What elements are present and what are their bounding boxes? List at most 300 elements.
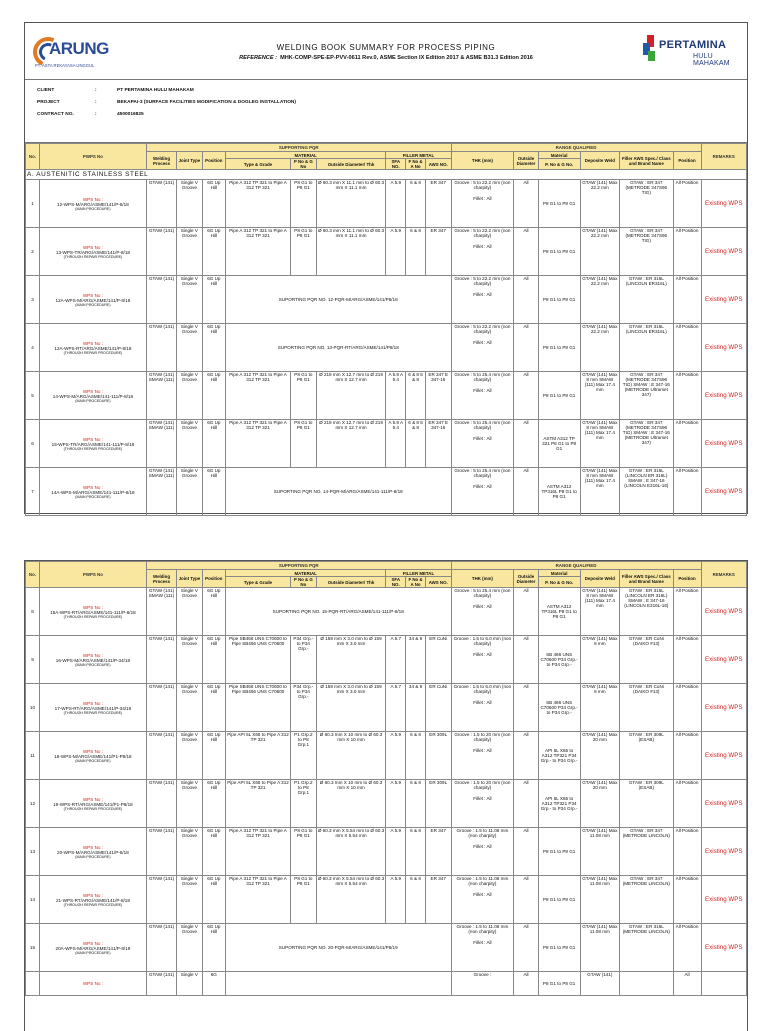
row-position: 6G Up Hill [202,588,225,636]
row-rq-position: All Position [673,372,701,420]
row-rq-material: ASTM A312 TP316L P8 G1 to P8 G1 [538,588,580,636]
pwps-note: (MAIN PROCEDURE) [75,758,111,763]
row-pwps [39,372,146,420]
wps-label: WPS No : [82,748,103,754]
row-aws-no: ER 347 [425,228,451,276]
col-range-qualified: RANGE QUALIFIED [451,562,701,570]
thk-groove: Groove : 5 to 25.4 mm (non charpity) [454,420,511,430]
pwps-number: 21-WPS-RT/ARG/ASME/141/P-8/18 [55,897,130,903]
row-aws-no: ER 309L [425,732,451,780]
pwps-number: 17-WPS-RT/ARG/ASME/141/P-34/18 [54,705,132,711]
row-welding-process: GTAW (141) [146,972,176,996]
row-supporting-pqr: SUPORTING PQR NO. 12-PQR-M/ARG/ASME/141/P8/18 [225,276,451,324]
row-thk [451,876,514,924]
row-filler-aws: GTAW : ER 347 (METRODE LINCOLN) [620,828,673,876]
thk-groove: Groove : 1.5 to 20 mm (non charpity) [454,732,511,742]
table-row [26,876,747,924]
row-no: 13 [26,828,40,876]
table-row [26,780,747,828]
page-gap [0,518,768,558]
row-aws-no: ER 347 [425,828,451,876]
col-thk: THK (mm) [451,152,514,170]
col-fno-ano: F No & A No [406,577,426,588]
project-info: CLIENT : PT PERTAMINA HULU MAHAKAM PROJECT : BEKAPAI-3 (SURFACE FACILITIES MODIFICATION & DOGLEG INSTALLATION) CONTRACT NO. : 4500016825 [25,80,747,143]
row-type-grade: Pipe SB466 UNS C70600 to Pipe SB466 UNS C70600 [225,684,290,732]
row-joint-type: Single V Groove [177,372,203,420]
row-supporting-pqr [225,972,451,996]
row-outside-diameter: All [514,180,538,228]
row-pwps [39,636,146,684]
row-rq-position: All Position [673,420,701,468]
thk-fillet: Fillet : All [473,700,492,705]
table-row [26,372,747,420]
row-rq-material: ASTM A312 TP316L P8 G1 to P8 G1 [538,468,580,516]
table-row [26,636,747,684]
row-rq-position: All Position [673,684,701,732]
col-type-grade: Type & Grade [225,159,290,170]
pertamina-logo-name: PERTAMINA [659,39,727,51]
pwps-number: 15A-WPS-RT/ARG/ASME/141-111/P-8/18 [50,609,136,615]
welding-summary-table-1 [25,143,747,516]
row-position: 6G [202,972,225,996]
pwps-note: (THROUGH REPAIR PROCEDURE) [63,446,123,451]
table-row [26,924,747,972]
pwps-note: (THROUGH REPAIR PROCEDURE) [63,902,123,907]
row-thk [451,828,514,876]
col-material: MATERIAL [225,570,385,577]
row-od-thk: Ø 60.3 mm X 5.54 mm to Ø 60.3 mm X 5.54 mm [316,876,386,924]
row-no: 11 [26,732,40,780]
table-row [26,180,747,228]
row-joint-type: Single V Groove [177,324,203,372]
col-pno-gno: P No & G No [291,577,317,588]
row-position: 6G Up Hill [202,276,225,324]
pwps-number: 20-WPS-M/ARG/ASME/141/P-8/18 [57,849,129,855]
row-fno-ano: 6 & 8 [406,876,426,924]
pwps-number: 18-WPS-M/ARG/ASME/141/P1-P8/18 [54,753,132,759]
col-rq-position: Position [673,152,701,170]
row-joint-type: Single V Groove [177,876,203,924]
row-filler-aws: GTAW : ER 316L (LINCOLN ER316L) [620,324,673,372]
thk-fillet: Fillet : All [473,844,492,849]
wps-label: WPS No : [82,292,103,298]
row-thk [451,420,514,468]
row-sfa-no: A 5.9 [386,228,406,276]
thk-fillet: Fillet : All [473,604,492,609]
row-welding-process: GTAW (141) [146,780,176,828]
row-remarks: Existing WPS [701,828,746,876]
col-pwps: PWPS No [39,144,146,170]
row-rq-material: ASTM A312 TP 321 P8 G1 to P8 G1 [538,420,580,468]
thk-groove: Groove : 5 to 22.2 mm (non charpity) [454,180,511,190]
row-type-grade: Pipe A 312 TP 321 to Pipe A 312 TP 321 [225,180,290,228]
row-welding-process: GTAW (141) [146,276,176,324]
col-aws-no: AWS NO. [425,159,451,170]
col-filler-aws: Filler AWS Spec./ Class and Brand Name [620,152,673,170]
row-rq-material: P8 G1 to P8 G1 [538,828,580,876]
thk-fillet: Fillet : All [473,340,492,345]
col-sfa-no: SFA NO. [386,577,406,588]
row-remarks: Existing WPS [701,228,746,276]
row-outside-diameter: All [514,420,538,468]
row-joint-type: Single V Groove [177,780,203,828]
row-supporting-pqr: SUPORTING PQR NO. 15-PQR-RT/ARG/ASME/141-111/P-8/18 [225,588,451,636]
row-type-grade: Pipe A 312 TP 321 to Pipe A 312 TP 321 [225,876,290,924]
thk-fillet: Fillet : All [473,436,492,441]
row-remarks: Existing WPS [701,636,746,684]
row-fno-ano: 6 & 8 [406,180,426,228]
row-outside-diameter: All [514,828,538,876]
row-fno-ano: 34 & 9 [406,636,426,684]
row-remarks: Existing WPS [701,180,746,228]
row-rq-material: P8 G1 to P8 G1 [538,276,580,324]
row-welding-process: GTAW (141) [146,828,176,876]
row-deposite-weld: GTAW (141) Max 8 mm SMAW (111) Max 17.4 mm [580,420,620,468]
row-welding-process: GTAW (141) [146,732,176,780]
row-pwps [39,420,146,468]
row-sfa-no: A 5.9 A 5.4 [386,420,406,468]
row-rq-position: All Position [673,180,701,228]
row-pno-gno: P8 G1 to P8 G1 [291,828,317,876]
row-filler-aws: GTAW : ER 316L (LINCOLN ER 316L) SMAW : E 347-16 (LINCOLN E316L-16) [620,588,673,636]
row-od-thk: Ø 159 mm X 3.0 mm to Ø 159 mm X 3.0 mm [316,636,386,684]
col-joint-type: Joint Type [177,152,203,170]
col-filler-aws: Filler AWS Spec./ Class and Brand Name [620,570,673,588]
row-deposite-weld: GTAW (141) Max 20 mm [580,780,620,828]
row-deposite-weld: GTAW (141) Max 6 mm [580,684,620,732]
row-od-thk: Ø 60.3 mm X 5.54 mm to Ø 60.3 mm X 5.54 mm [316,828,386,876]
row-position: 6G Up Hill [202,228,225,276]
row-rq-position: All Position [673,276,701,324]
row-thk [451,228,514,276]
row-fno-ano: 6 & 8 [406,780,426,828]
row-deposite-weld: GTAW (141) Max 8 mm SMAW (111) Max 17.4 mm [580,588,620,636]
row-pwps [39,876,146,924]
row-position: 6G Up Hill [202,684,225,732]
col-outside-diameter: Outside Diameter [514,152,538,170]
row-aws-no: ER 347 [425,876,451,924]
row-pno-gno: P8 G1 to P8 G1 [291,180,317,228]
thk-fillet: Fillet : All [473,196,492,201]
pwps-number: 19-WPS-RT/ARG/ASME/141/P1-P8/18 [53,801,133,807]
thk-fillet: Fillet : All [473,940,492,945]
row-rq-position: All Position [673,588,701,636]
section-row [26,170,747,180]
row-welding-process: GTAW (141) [146,228,176,276]
row-deposite-weld: GTAW (141) Max 22.2 mm [580,180,620,228]
col-rq-material: Material [538,570,580,577]
row-pno-gno: P8 G1 to P8 G1 [291,372,317,420]
col-rq-position: Position [673,570,701,588]
row-rq-material: API 5L X65 to A312 TP321 P34 Grp.- to P34 Grp.- [538,732,580,780]
row-outside-diameter: All [514,588,538,636]
row-rq-material: API 5L X65 to A312 TP321 P34 Grp.- to P34 Grp.- [538,780,580,828]
thk-groove: Groove : 5 to 25.4 mm (non charpity) [454,372,511,382]
row-rq-position: All [673,972,701,996]
row-filler-aws: GTAW : ER 347 (METRODE 347S96 TIG) SMAW : E 347-16 (METRODE Ultramet 347) [620,372,673,420]
row-deposite-weld: GTAW (141) Max 11.08 mm [580,876,620,924]
row-filler-aws: GTAW : ER 347 (METRODE 347S96 TIG) [620,180,673,228]
pwps-number: 14A-WPS-M/ARG/ASME/141-111/P-8/18 [51,489,135,495]
col-welding-process: Welding Process [146,152,176,170]
row-fno-ano: 6 & 8 [406,228,426,276]
row-remarks: Existing WPS [701,276,746,324]
wps-label: WPS No : [82,604,103,610]
row-position: 6G Up Hill [202,780,225,828]
col-od-thk: Outside Diameter/ Thk [316,577,386,588]
row-no: 4 [26,324,40,372]
row-deposite-weld: GTAW (141) Max 20 mm [580,732,620,780]
thk-groove: Groove : 1.5 to 11.08 mm (non charpity) [456,828,509,838]
row-filler-aws: GTAW : ER 316L (METRODE LINCOLN) [620,924,673,972]
row-joint-type: Single V Groove [177,468,203,516]
row-outside-diameter: All [514,372,538,420]
document-reference [25,55,747,61]
wps-label: WPS No : [82,484,103,490]
row-remarks: Existing WPS [701,588,746,636]
pwps-note: (THROUGH REPAIR PROCEDURE) [63,614,123,619]
wps-label: WPS No : [82,940,103,946]
row-aws-no: ER CuNi [425,636,451,684]
thk-groove: Groove : [473,972,492,977]
row-outside-diameter: All [514,972,538,996]
col-joint-type: Joint Type [177,570,203,588]
row-rq-material: P8 G1 to P8 G1 [538,924,580,972]
row-outside-diameter: All [514,324,538,372]
row-pwps [39,324,146,372]
row-no: 1 [26,180,40,228]
row-joint-type: Single V Groove [177,228,203,276]
row-remarks: Existing WPS [701,684,746,732]
row-fno-ano: 6 & 8 [406,828,426,876]
thk-groove: Groove : 5 to 25.4 mm (non charpity) [454,468,511,478]
pwps-number: 20A-WPS-M/ARG/ASME/141/P-8/19 [55,945,131,951]
row-no: 12 [26,780,40,828]
thk-fillet: Fillet : All [473,292,492,297]
row-no: 15 [26,924,40,972]
row-pwps [39,732,146,780]
row-type-grade: Pipe A 312 TP 321 to Pipe A 312 TP 321 [225,228,290,276]
row-pwps [39,828,146,876]
row-welding-process: GTAW (141) [146,636,176,684]
row-type-grade: Pipe SB466 UNS C70600 to Pipe SB466 UNS C70600 [225,636,290,684]
row-od-thk: Ø 219 mm X 12.7 mm to Ø 219 mm X 12.7 mm [316,420,386,468]
wps-label: WPS No : [82,892,103,898]
col-pwps: PWPS No [39,562,146,588]
row-remarks: Existing WPS [701,372,746,420]
row-deposite-weld: GTAW (141) Max 22.2 mm [580,228,620,276]
row-fno-ano: 6 & 8 5 & 8 [406,372,426,420]
row-rq-position: All Position [673,468,701,516]
row-remarks: Existing WPS [701,420,746,468]
row-position: 6G Up Hill [202,876,225,924]
thk-groove: Groove : 1.5 to 11.08 mm (non charpity) [456,876,509,886]
row-welding-process: GTAW (141) SMAW (111) [146,372,176,420]
wps-label: WPS No : [82,340,103,346]
row-pwps [39,276,146,324]
row-outside-diameter: All [514,732,538,780]
col-welding-process: Welding Process [146,570,176,588]
row-rq-material: SB 466 UNS C70600 P34 Grp.- to P34 Grp.- [538,636,580,684]
row-aws-no: ER 347 E 347-16 [425,420,451,468]
col-thk: THK (mm) [451,570,514,588]
row-welding-process: GTAW (141) [146,684,176,732]
row-rq-position: All Position [673,876,701,924]
row-filler-aws [620,972,673,996]
pwps-note: (THROUGH REPAIR PROCEDURE) [63,254,123,259]
row-welding-process: GTAW (141) [146,180,176,228]
col-type-grade: Type & Grade [225,577,290,588]
row-remarks: Existing WPS [701,468,746,516]
row-remarks [701,972,746,996]
row-filler-aws: GTAW : ER 309L (ESAB) [620,732,673,780]
row-thk [451,684,514,732]
welding-summary-table-2 [25,561,747,996]
row-thk [451,972,514,996]
row-supporting-pqr: SUPORTING PQR NO. 13-PQR-RT/ARG/ASME/141/P8/18 [225,324,451,372]
document-title: WELDING BOOK SUMMARY FOR PROCESS PIPING [276,43,496,52]
row-deposite-weld: GTAW (141) Max 11.08 mm [580,924,620,972]
row-position: 6G Up Hill [202,636,225,684]
pwps-note: (MAIN PROCEDURE) [75,494,111,499]
row-joint-type: Single V Groove [177,420,203,468]
row-supporting-pqr: SUPORTING PQR NO. 14-PQR-M/ARG/ASME/141-111/P-8/18 [225,468,451,516]
row-sfa-no: A 5.9 [386,180,406,228]
col-aws-no: AWS NO. [425,577,451,588]
row-welding-process: GTAW (141) SMAW (111) [146,468,176,516]
row-welding-process: GTAW (141) SMAW (111) [146,588,176,636]
table-row [26,828,747,876]
row-pwps [39,924,146,972]
row-no: 14 [26,876,40,924]
table-row [26,420,747,468]
row-type-grade: Pipe A 312 TP 321 to Pipe A 312 TP 321 [225,420,290,468]
col-filler-metal: FILLER METAL [386,570,451,577]
pwps-number: 15-WPS-TR/ARG/ASME/141-111/P-8/18 [51,441,135,447]
row-fno-ano: 6 & 8 [406,732,426,780]
col-fno-ano: F No & A No [406,159,426,170]
row-sfa-no: A 5.7 [386,684,406,732]
row-no [26,972,40,996]
row-outside-diameter: All [514,924,538,972]
col-rq-material: Material [538,152,580,159]
row-rq-material: P8 G1 to P8 G1 [538,372,580,420]
row-aws-no: ER CuNi [425,684,451,732]
col-no: No. [26,562,40,588]
row-joint-type: Single V Groove [177,924,203,972]
row-rq-position: All Position [673,228,701,276]
row-pno-gno: P8 G1 to P8 G1 [291,876,317,924]
row-thk [451,372,514,420]
row-pwps [39,588,146,636]
row-rq-position: All Position [673,732,701,780]
reference-label: REFERENCE : [239,55,277,61]
row-rq-position: All Position [673,828,701,876]
row-no: 10 [26,684,40,732]
row-joint-type: Single V Groove [177,684,203,732]
row-pno-gno: P1 Grp.2 to P8 Grp.1 [291,732,317,780]
row-thk [451,276,514,324]
row-outside-diameter: All [514,876,538,924]
row-welding-process: GTAW (141) [146,924,176,972]
row-position: 6G Up Hill [202,828,225,876]
thk-groove: Groove : 1.5 to 6.0 mm (non charpity) [453,684,512,694]
row-type-grade: Pipe A 312 TP 321 to Pipe A 312 TP 321 [225,828,290,876]
thk-fillet: Fillet : All [473,652,492,657]
pwps-note: (MAIN PROCEDURE) [75,206,111,211]
pwps-number: 14-WPS-M/ARG/ASME/141-111/P-8/18 [52,393,134,399]
row-no: 3 [26,276,40,324]
col-deposite-weld: Deposite Weld [580,152,620,170]
section-title: A. AUSTENITIC STAINLESS STEEL [26,170,747,180]
col-material: MATERIAL [225,152,385,159]
row-welding-process: GTAW (141) [146,876,176,924]
row-remarks: Existing WPS [701,732,746,780]
wps-label: WPS No : [82,196,103,202]
row-position: 6G Up Hill [202,180,225,228]
row-outside-diameter: All [514,636,538,684]
thk-fillet: Fillet : All [473,796,492,801]
row-sfa-no: A 5.9 [386,828,406,876]
row-position: 6G Up Hill [202,324,225,372]
thk-groove: Groove : 5 to 25.4 mm (non charpity) [454,588,511,598]
row-rq-material: P8 G1 to P8 G1 [538,876,580,924]
row-thk [451,324,514,372]
row-sfa-no: A 5.7 [386,636,406,684]
row-od-thk: Ø 60.3 mm X 11.1 mm to Ø 60.3 mm X 11.1 mm [316,180,386,228]
row-rq-material: P8 G1 to P8 G1 [538,324,580,372]
row-rq-material: P8 G1 to P8 G1 [538,180,580,228]
row-position: 6G Up Hill [202,732,225,780]
row-pwps [39,972,146,996]
row-no: 9 [26,636,40,684]
pwps-number: 12-WPS-M/ARG/ASME/141/P-8/18 [57,201,129,207]
thk-groove: Groove : 1.5 to 6.0 mm (non charpity) [453,636,512,646]
col-remarks: REMARKS [701,144,746,170]
pwps-note: (THROUGH REPAIR PROCEDURE) [63,806,123,811]
row-joint-type: Single V Groove [177,828,203,876]
thk-fillet: Fillet : All [473,892,492,897]
pwps-note: (MAIN PROCEDURE) [75,854,111,859]
row-position: 6G Up Hill [202,468,225,516]
row-remarks: Existing WPS [701,324,746,372]
col-position: Position [202,570,225,588]
row-filler-aws: GTAW : ER CuNi (DAIKO #13) [620,684,673,732]
row-remarks: Existing WPS [701,876,746,924]
row-sfa-no: A 5.9 [386,876,406,924]
row-od-thk: Ø 159 mm X 3.0 mm to Ø 159 mm X 3.0 mm [316,684,386,732]
row-outside-diameter: All [514,276,538,324]
row-joint-type: Single V Groove [177,276,203,324]
pwps-note: (THROUGH REPAIR PROCEDURE) [63,350,123,355]
row-rq-position: All Position [673,324,701,372]
col-supporting-pqr: SUPPORTING PQR [146,562,451,570]
row-rq-material: P8 G1 to P8 G1 [538,972,580,996]
thk-groove: Groove : 5 to 22.2 mm (non charpity) [454,324,511,334]
row-thk [451,180,514,228]
pertamina-logo-sub: HULU MAHAKAM [693,53,730,67]
pertamina-logo [643,35,739,71]
col-sfa-no: SFA NO. [386,159,406,170]
col-pno-gno: P No & G No [291,159,317,170]
row-deposite-weld: GTAW (141) Max 22.2 mm [580,324,620,372]
row-deposite-weld: GTAW (141) Max 11.08 mm [580,828,620,876]
thk-groove: Groove : 5 to 22.2 mm (non charpity) [454,228,511,238]
row-pwps [39,780,146,828]
page-2 [24,560,748,1031]
row-fno-ano: 6 & 8 5 & 8 [406,420,426,468]
thk-fillet: Fillet : All [473,244,492,249]
